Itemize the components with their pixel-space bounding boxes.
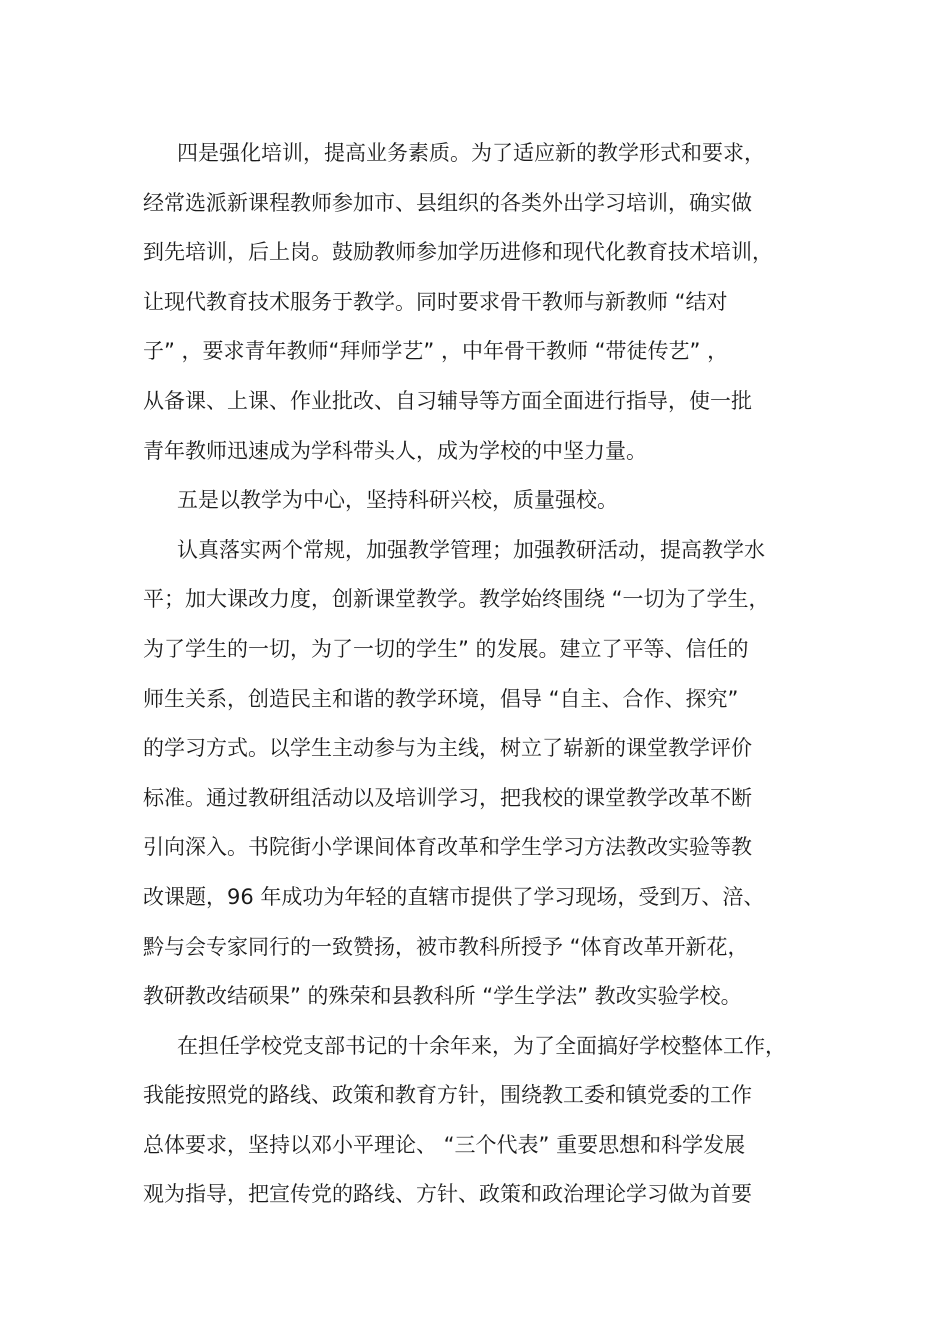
text-line: 五是以教学为中心，坚持科研兴校，质量强校。 [177, 488, 618, 513]
text-line: 经常选派新课程教师参加市、县组织的各类外出学习培训，确实做 [143, 190, 752, 215]
text-line: 教研教改结硕果” 的殊荣和县教科所 “学生学法” 教改实验学校。 [143, 984, 742, 1009]
text-line: 改课题，96 年成功为年轻的直辖市提供了学习现场，受到万、涪、 [143, 884, 765, 909]
text-line: 为了学生的一切，为了一切的学生” 的发展。建立了平等、信任的 [143, 636, 749, 661]
text-line: 观为指导，把宣传党的路线、方针、政策和政治理论学习做为首要 [143, 1182, 752, 1207]
text-line: 标准。通过教研组活动以及培训学习，把我校的课堂教学改革不断 [143, 785, 752, 810]
text-line: 认真落实两个常规，加强教学管理；加强教研活动，提高教学水 [177, 537, 765, 562]
text-line: 平；加大课改力度，创新课堂教学。教学始终围绕 “一切为了学生， [143, 587, 770, 612]
text-line: 黔与会专家同行的一致赞扬，被市教科所授予 “体育改革开新花， [143, 934, 749, 959]
document-body [143, 129, 823, 1220]
text-line: 青年教师迅速成为学科带头人，成为学校的中坚力量。 [143, 438, 647, 463]
text-line: 在担任学校党支部书记的十余年来，为了全面搞好学校整体工作， [177, 1033, 786, 1058]
text-line: 我能按照党的路线、政策和教育方针，围绕教工委和镇党委的工作 [143, 1083, 752, 1108]
text-line: 引向深入。书院街小学课间体育改革和学生学习方法教改实验等教 [143, 835, 752, 860]
text-line: 总体要求，坚持以邓小平理论、 “三个代表” 重要思想和科学发展 [143, 1132, 746, 1157]
text-line: 四是强化培训，提高业务素质。为了适应新的教学形式和要求， [177, 141, 765, 165]
text-line: 到先培训，后上岗。鼓励教师参加学历进修和现代化教育技术培训， [143, 240, 773, 265]
text-line: 师生关系，创造民主和谐的教学环境，倡导 “自主、合作、探究” [143, 686, 739, 711]
text-line: 子” ，要求青年教师“拜师学艺” ，中年骨干教师 “带徒传艺” ， [143, 339, 729, 364]
text-line: 的学习方式。以学生主动参与为主线，树立了崭新的课堂教学评价 [143, 736, 752, 761]
text-line: 让现代教育技术服务于教学。同时要求骨干教师与新教师 “结对 [143, 289, 728, 314]
text-line: 从备课、上课、作业批改、自习辅导等方面全面进行指导，使一批 [143, 388, 752, 413]
